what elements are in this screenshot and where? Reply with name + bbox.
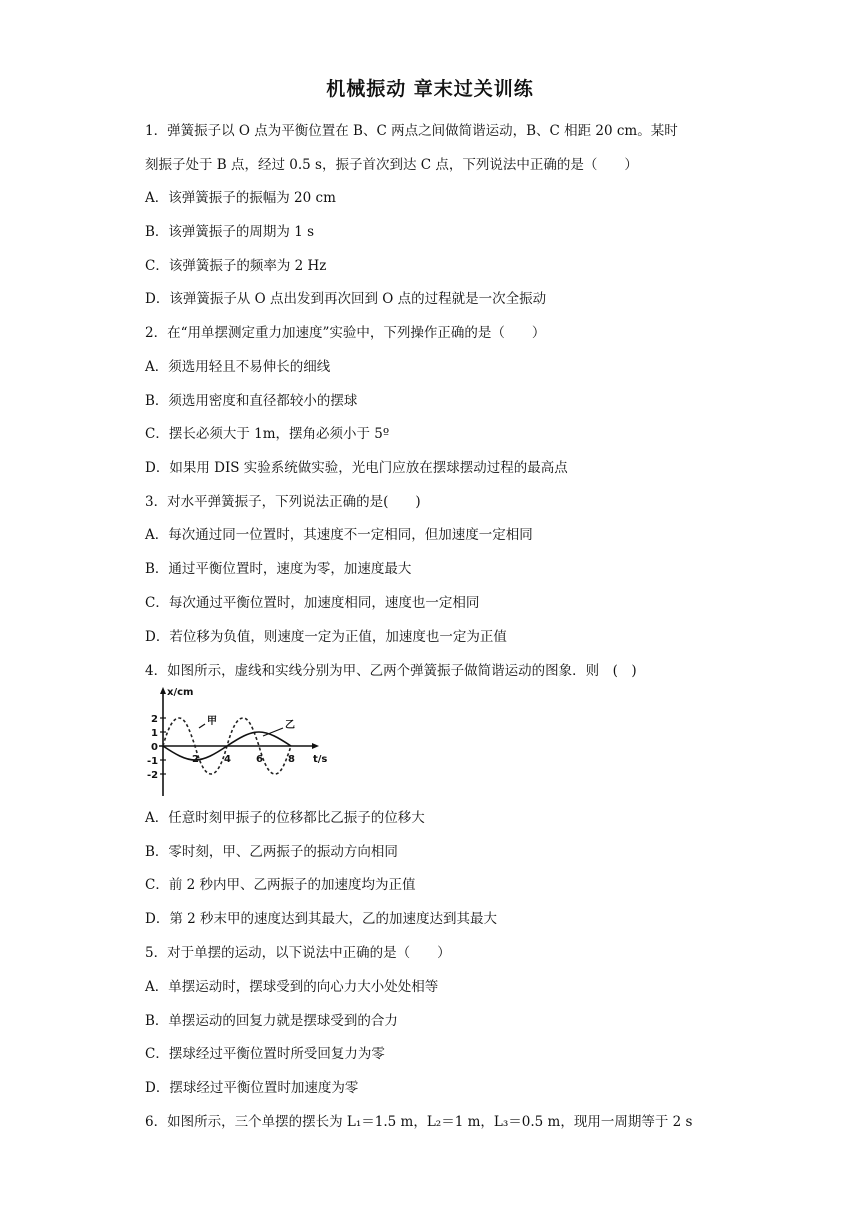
- q1-option-d: D．该弹簧振子从 O 点出发到再次回到 O 点的过程就是一次全振动: [145, 291, 547, 307]
- q3-option-a: A．每次通过同一位置时，其速度不一定相同，但加速度一定相同: [145, 527, 533, 543]
- y-tick-1: 1: [151, 728, 158, 739]
- q5-option-c: C．摆球经过平衡位置时所受回复力为零: [145, 1046, 385, 1062]
- q5-stem: 5．对于单摆的运动，以下说法中正确的是（ ）: [145, 945, 451, 961]
- y-tick-minus2: -2: [147, 770, 159, 781]
- q3-option-d: D．若位移为负值，则速度一定为正值，加速度也一定为正值: [145, 629, 507, 645]
- x-axis-arrow: [312, 743, 319, 749]
- x-tick-6: 6: [256, 754, 263, 765]
- q3-option-b: B．通过平衡位置时，速度为零，加速度最大: [145, 561, 412, 577]
- q6-stem: 6．如图所示，三个单摆的摆长为 L₁＝1.5 m，L₂＝1 m，L₃＝0.5 m，现用一周期等于 2 s: [145, 1114, 693, 1130]
- y-tick-0: 0: [151, 742, 158, 753]
- q4-displacement-time-graph: [145, 684, 345, 800]
- y-tick-minus1: -1: [147, 756, 159, 767]
- y-axis-label: x/cm: [167, 687, 194, 698]
- q5-option-a: A．单摆运动时，摆球受到的向心力大小处处相等: [145, 979, 439, 995]
- x-tick-4: 4: [224, 754, 231, 765]
- q1-stem-line2: 刻振子处于 B 点，经过 0.5 s，振子首次到达 C 点，下列说法中正确的是（ ）: [145, 157, 638, 173]
- q2-option-c: C．摆长必须大于 1m，摆角必须小于 5º: [145, 426, 390, 442]
- q4-option-a: A．任意时刻甲振子的位移都比乙振子的位移大: [145, 810, 425, 826]
- q2-stem: 2．在“用单摆测定重力加速度”实验中，下列操作正确的是（ ）: [145, 325, 546, 341]
- x-axis-label: t/s: [313, 754, 328, 765]
- q1-option-a: A．该弹簧振子的振幅为 20 cm: [145, 190, 336, 206]
- q5-option-b: B．单摆运动的回复力就是摆球受到的合力: [145, 1013, 398, 1029]
- q1-stem-line1: 1．弹簧振子以 O 点为平衡位置在 B、C 两点之间做简谐运动，B、C 相距 20 cm。某时: [145, 123, 678, 139]
- label-yi: 乙: [285, 720, 295, 731]
- q5-option-d: D．摆球经过平衡位置时加速度为零: [145, 1080, 359, 1096]
- q2-option-a: A．须选用轻且不易伸长的细线: [145, 359, 331, 375]
- q1-option-b: B．该弹簧振子的周期为 1 s: [145, 224, 315, 240]
- y-axis-arrow: [160, 687, 166, 694]
- q2-option-d: D．如果用 DIS 实验系统做实验，光电门应放在摆球摆动过程的最高点: [145, 460, 568, 476]
- q4-option-c: C．前 2 秒内甲、乙两振子的加速度均为正值: [145, 877, 416, 893]
- x-tick-8: 8: [288, 754, 295, 765]
- q4-option-b: B．零时刻，甲、乙两振子的振动方向相同: [145, 844, 398, 860]
- x-tick-2: 2: [192, 754, 199, 765]
- q1-option-c: C．该弹簧振子的频率为 2 Hz: [145, 258, 327, 274]
- q4-stem: 4．如图所示，虚线和实线分别为甲、乙两个弹簧振子做简谐运动的图象．则 ( ): [145, 663, 637, 679]
- q3-option-c: C．每次通过平衡位置时，加速度相同，速度也一定相同: [145, 595, 480, 611]
- q4-option-d: D．第 2 秒末甲的速度达到其最大，乙的加速度达到其最大: [145, 911, 497, 927]
- q3-stem: 3．对水平弹簧振子，下列说法正确的是( ): [145, 494, 421, 510]
- y-tick-2: 2: [151, 714, 158, 725]
- q2-option-b: B．须选用密度和直径都较小的摆球: [145, 393, 358, 409]
- page-title: 机械振动 章末过关训练: [326, 78, 534, 100]
- label-jia: 甲: [207, 716, 217, 727]
